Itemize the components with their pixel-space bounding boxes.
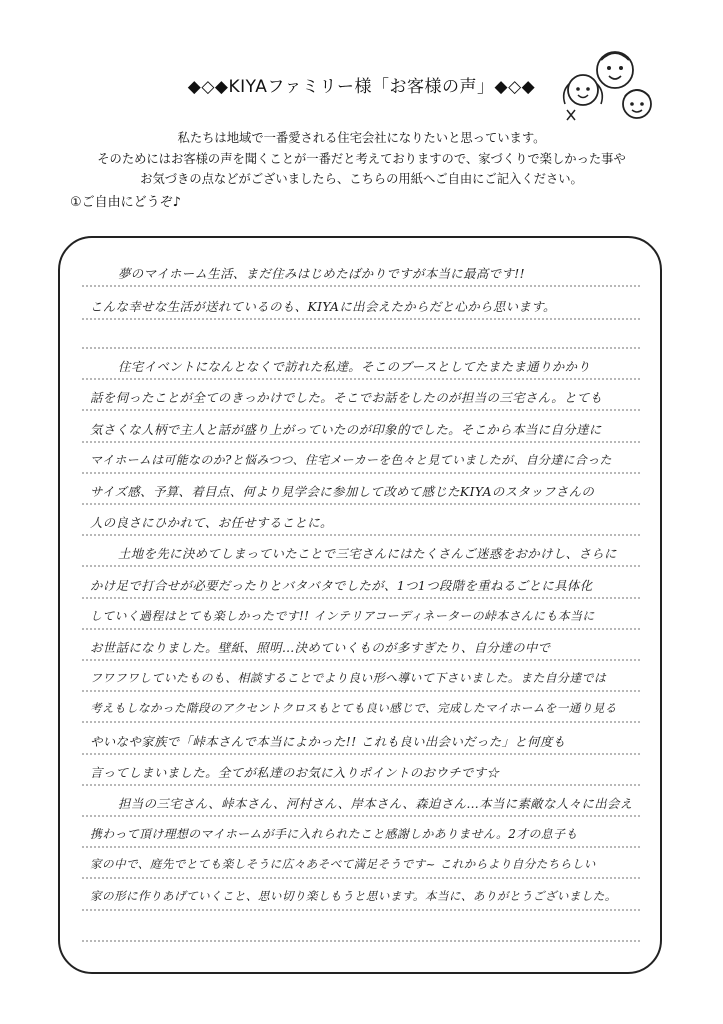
intro-line: 私たちは地域で一番愛される住宅会社になりたいと思っています。 [177, 131, 546, 145]
comment-line: 土地を先に決めてしまっていたことで三宅さんにはたくさんご迷惑をおかけし、さらに [118, 546, 617, 561]
comment-line: 考えもしなかった階段のアクセントクロスもとても良い感じで、完成したマイホームを一通り見る [90, 701, 617, 715]
comment-line: かけ足で打合せが必要だったりとバタバタでしたが、1つ1つ段階を重ねるごとに具体化 [90, 578, 593, 593]
comment-line: マイホームは可能なのか?と悩みつつ、住宅メーカーを色々と見ていましたが、自分達に合った [90, 453, 612, 467]
comment-line: 言ってしまいました。全てが私達のお気に入りポイントのおウチです☆ [90, 765, 500, 780]
comment-line: やいなや家族で「峠本さんで本当によかった!! これも良い出会いだった」と何度も [90, 734, 566, 749]
comment-line: 担当の三宅さん、峠本さん、河村さん、岸本さん、森迫さん…本当に素敵な人々に出会え [118, 796, 633, 811]
comment-line: 人の良さにひかれて、お任せすることに。 [90, 515, 333, 530]
comment-line: 住宅イベントになんとなくで訪れた私達。そこのブースとしてたまたま通りかかり [118, 359, 591, 374]
comment-line: サイズ感、予算、着目点、何より見学会に参加して改めて感じたKIYAのスタッフさんの [90, 484, 595, 499]
comment-line: こんな幸せな生活が送れているのも、KIYAに出会えたからだと心から思います。 [90, 299, 556, 314]
comment-line: 携わって頂け理想のマイホームが手に入れられたこと感謝しかありません。2才の息子も [90, 827, 578, 841]
comment-line: フワフワしていたものも、相談することでより良い形へ導いて下さいました。また自分達では [90, 671, 607, 685]
comment-line: 夢のマイホーム生活、まだ住みはじめたばかりですが本当に最高です!! [118, 266, 526, 281]
comment-line: していく過程はとても楽しかったです!! インテリアコーディネーターの峠本さんにも本当に [90, 609, 595, 623]
comment-line: 家の中で、庭先でとても楽しそうに広々あそべて満足そうです~ これからより自分たちらしい [90, 857, 596, 871]
comment-line: 家の形に作りあげていくこと、思い切り楽しもうと思います。本当に、ありがとうございました。 [90, 889, 617, 903]
intro-line: お気づきの点などがございましたら、こちらの用紙へご自由にご記入ください。 [140, 172, 583, 186]
free-comment-prompt: ①ご自由にどうぞ♪ [70, 195, 181, 210]
intro-line: そのためにはお客様の声を聞くことが一番だと考えておりますので、家づくりで楽しかった事や [97, 151, 626, 166]
comment-line: 話を伺ったことが全てのきっかけでした。そこでお話をしたのが担当の三宅さん。とても [90, 390, 603, 405]
page-title: ◆◇◆KIYAファミリー様「お客様の声」◆◇◆ [187, 77, 536, 97]
comment-line: 気さくな人柄で主人と話が盛り上がっていたのが印象的でした。そこから本当に自分達に [90, 422, 602, 437]
comment-line: お世話になりました。壁紙、照明…決めていくものが多すぎたり、自分達の中で [90, 640, 551, 655]
